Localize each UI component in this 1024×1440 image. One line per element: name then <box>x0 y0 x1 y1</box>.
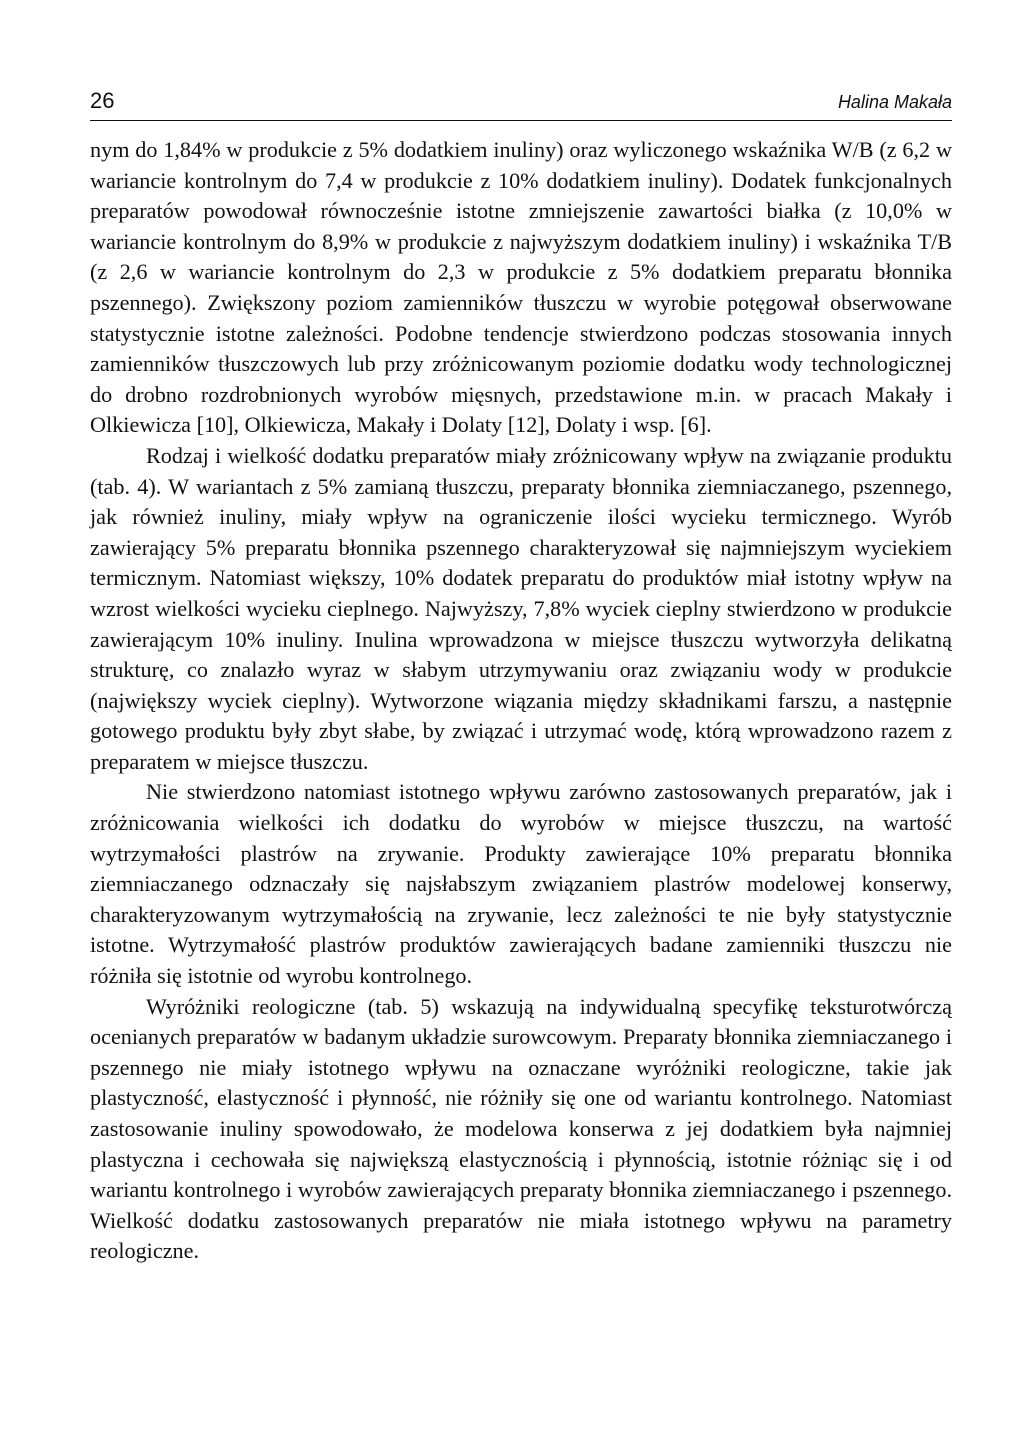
paragraph-2: Rodzaj i wielkość dodatku preparatów miały zróżnicowany wpływ na związanie produktu (tab. 4). W wariantach z 5% zamianą tłuszczu, preparaty błonnika ziemniaczanego, pszennego, jak również inuliny, miały wpływ na ograniczenie ilości wycieku termicznego. Wyrób zawierający 5% preparatu błonnika pszennego charakteryzował się najmniejszym wyciekiem termicznym. Natomiast większy, 10% dodatek preparatu do produktów miał istotny wpływ na wzrost wielkości wycieku cieplnego. Najwyższy, 7,8% wyciek cieplny stwierdzono w produkcie zawierającym 10% inuliny. Inulina wprowadzona w miejsce tłuszczu wytworzyła delikatną strukturę, co znalazło wyraz w słabym utrzymywaniu oraz związaniu wody w produkcie (największy wyciek cieplny). Wytworzone wiązania między składnikami farszu, a następnie gotowego produktu były zbyt słabe, by związać i utrzymać wodę, którą wprowadzono razem z preparatem w miejsce tłuszczu. <box>90 442 952 774</box>
page <box>90 88 952 1267</box>
paragraph-1: nym do 1,84% w produkcie z 5% dodatkiem inuliny) oraz wyliczonego wskaźnika W/B (z 6,2 w wariancie kontrolnym do 7,4 w produkcie z 10% dodatkiem inuliny). Dodatek funkcjonalnych preparatów powodował równocześnie istotne zmniejszenie zawartości białka (z 10,0% w wariancie kontrolnym do 8,9% w produkcie z najwyższym dodatkiem inuliny) i wskaźnika T/B (z 2,6 w wariancie kontrolnym do 2,3 w produkcie z 5% dodatkiem preparatu błonnika pszennego). Zwiększony poziom zamienników tłuszczu w wyrobie potęgował obserwowane statystycznie istotne zależności. Podobne tendencje stwierdzono podczas stosowania innych zamienników tłuszczowych lub przy zróżnicowanym poziomie dodatku wody technologicznej do drobno rozdrobnionych wyrobów mięsnych, przedstawione m.in. w pracach Makały i Olkiewicza [10], Olkiewicza, Makały i Dolaty [12], Dolaty i wsp. [6]. <box>90 137 952 438</box>
body-text <box>90 135 952 1267</box>
paragraph-4: Wyróżniki reologiczne (tab. 5) wskazują na indywidualną specyfikę teksturotwórczą ocenianych preparatów w badanym układzie surowcowym. Preparaty błonnika ziemniaczanego i pszennego nie miały istotnego wpływu na oznaczane wyróżniki reologiczne, takie jak plastyczność, elastyczność i płynność, nie różniły się one od wariantu kontrolnego. Natomiast zastosowanie inuliny spowodowało, że modelowa konserwa z jej dodatkiem była najmniej plastyczna i cechowała się największą elastycznością i płynnością, istotnie różniąc się i od wariantu kontrolnego i wyrobów zawierających preparaty błonnika ziemniaczanego i pszennego. Wielkość dodatku zastosowanych preparatów nie miała istotnego wpływu na parametry reologiczne. <box>90 993 952 1264</box>
page-number: 26 <box>90 88 115 113</box>
running-head-author: Halina Makała <box>837 92 952 112</box>
running-header <box>90 88 952 121</box>
paragraph-3: Nie stwierdzono natomiast istotnego wpływu zarówno zastosowanych preparatów, jak i zróżnicowania wielkości ich dodatku do wyrobów w miejsce tłuszczu, na wartość wytrzymałości plastrów na zrywanie. Produkty zawierające 10% preparatu błonnika ziemniaczanego odznaczały się najsłabszym związaniem plastrów modelowej konserwy, charakteryzowanym wytrzymałością na zrywanie, lecz zależności te nie były statystycznie istotne. Wytrzymałość plastrów produktów zawierających badane zamienniki tłuszczu nie różniła się istotnie od wyrobu kontrolnego. <box>90 779 952 989</box>
